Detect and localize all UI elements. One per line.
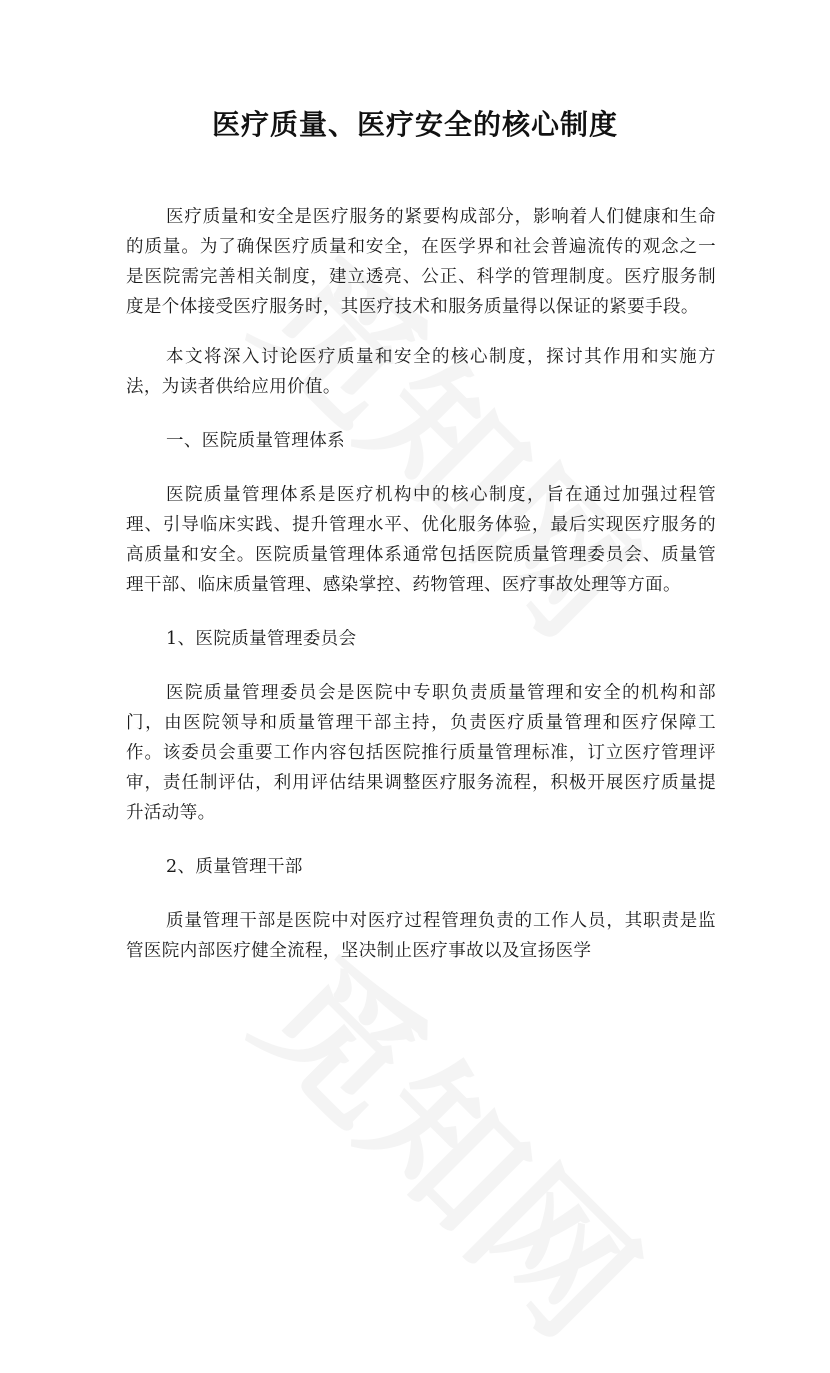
subsection-1-paragraph: 医院质量管理委员会是医院中专职负责质量管理和安全的机构和部门，由医院领导和质量管理干部主持，负责医疗质量管理和医疗保障工作。该委员会重要工作内容包括医院推行质量管理标准，订立医疗管理评审，责任制评估，利用评估结果调整医疗服务流程，积极开展医疗质量提升活动等。 (126, 683, 716, 823)
watermark (220, 903, 691, 1373)
subsection-2-paragraph: 质量管理干部是医院中对医疗过程管理负责的工作人员，其职责是监管医院内部医疗健全流程，坚决制止医疗事故以及宣扬医学 (126, 911, 716, 961)
intro-paragraph: 医疗质量和安全是医疗服务的紧要构成部分，影响着人们健康和生命的质量。为了确保医疗质量和安全，在医学界和社会普遍流传的观念之一是医院需完善相关制度，建立透亮、公正、科学的管理制度。医疗服务制度是个体接受医疗服务时，其医疗技术和服务质量得以保证的紧要手段。 (126, 207, 716, 317)
section-1-paragraph: 医院质量管理体系是医疗机构中的核心制度，旨在通过加强过程管理、引导临床实践、提升管理水平、优化服务体验，最后实现医疗服务的高质量和安全。医院质量管理体系通常包括医院质量管理委员会、质量管理干部、临床质量管理、感染掌控、药物管理、医疗事故处理等方面。 (126, 485, 716, 595)
document-body (126, 202, 716, 966)
purpose-paragraph: 本文将深入讨论医疗质量和安全的核心制度，探讨其作用和实施方法，为读者供给应用价值。 (126, 347, 716, 397)
subsection-heading-2: 2、质量管理干部 (166, 857, 303, 877)
section-heading-1: 一、医院质量管理体系 (166, 431, 345, 451)
document-title: 医疗质量、医疗安全的核心制度 (211, 108, 618, 141)
subsection-heading-1: 1、医院质量管理委员会 (166, 629, 357, 649)
